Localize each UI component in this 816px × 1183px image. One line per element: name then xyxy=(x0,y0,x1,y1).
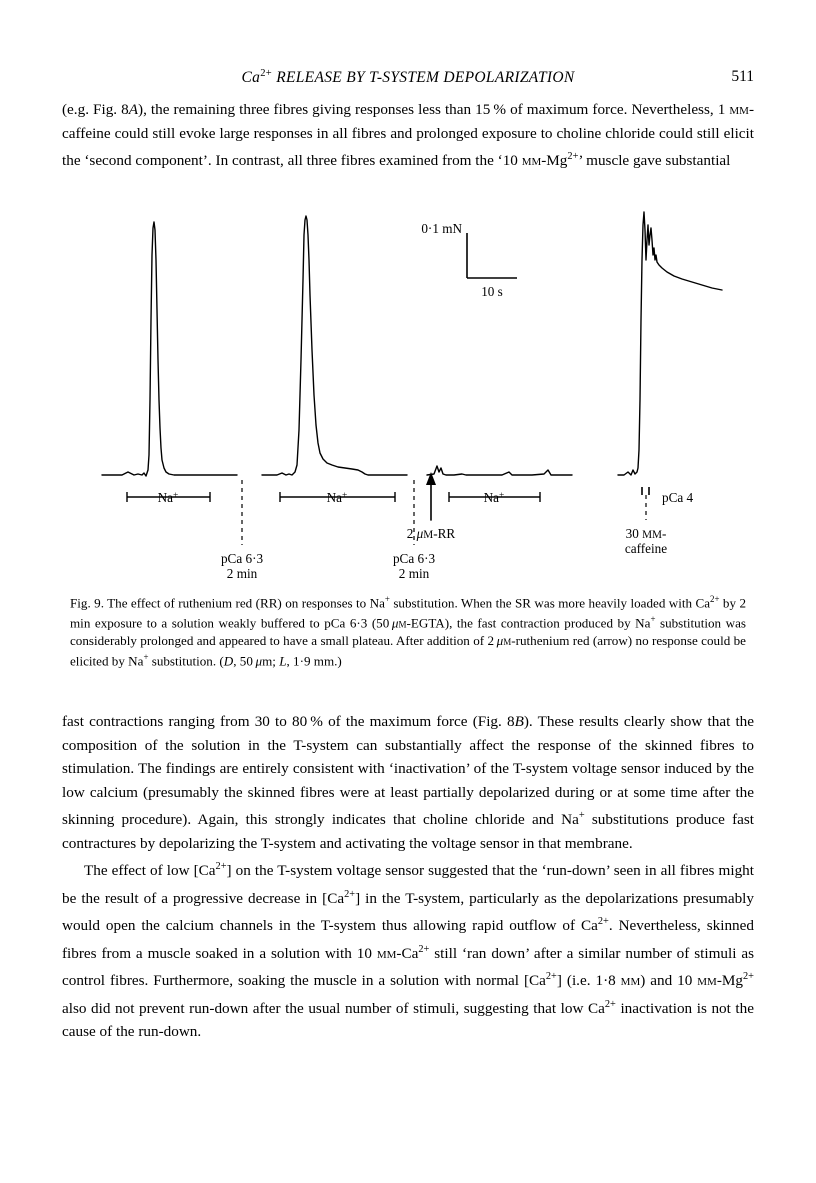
pca-label-1-line2: 2 min xyxy=(226,566,258,581)
pca4-label: pCa 4 xyxy=(662,490,694,505)
trace-4-path xyxy=(618,212,722,475)
caffeine-label-line1: 30 MM- xyxy=(625,526,667,541)
scale-bar xyxy=(467,233,517,278)
pca-label-2-line1: pCa 6·3 xyxy=(392,551,436,566)
bottom-paragraph-1: fast contractions ranging from 30 to 80 % of the maximum force (Fig. 8B). These results clearly show that the composition of the solution in the T-system can substantially affect the response of the skinned fibres to stimulation. The findings are entirely consistent with ‘inactivation’ of the T-system voltage sensor induced by the low calcium (presumably the skinned fibres were at least partially depolarized during or at some time after the skinning procedure). Again, this strongly indicates that choline chloride and Na+ substitutions produce fast contractures by depolarizing the T-system and activating the voltage sensor in that membrane. xyxy=(62,713,755,852)
running-title-text: RELEASE BY T-SYSTEM DEPOLARIZATION xyxy=(276,69,575,87)
figure-9-svg xyxy=(62,200,754,585)
caffeine-label-line2: caffeine xyxy=(624,541,668,556)
figure-9 xyxy=(62,200,754,585)
trace-1-path xyxy=(102,222,237,476)
rr-arrow xyxy=(426,472,436,520)
figure-caption: Fig. 9. The effect of ruthenium red (RR) on responses to Na+ substitution. When the SR was more heavily loaded with $Ca^{2+}$ by 2 min exposure to a solution weakly buffered to pCa 6·3 (50 μm-EGTA), the fast contraction produced by Na+ substitution was considerably prolonged and appeared to have a small plateau. After addition of 2 μm-ruthenium red (arrow) no response could be elicited by Na+ substitution. (D, 50 μm; L, 1·9 mm.) xyxy=(70,594,746,669)
trace-3-path xyxy=(427,466,572,475)
scale-bar-time-label: 10 s xyxy=(481,284,503,299)
top-paragraph: (e.g. Fig. 8A), the remaining three fibres giving responses less than 15 % of maximum force. Nevertheless, 1 mm-caffeine could still evoke large responses in all fibres and prolonged exposure to choline chloride could still elicit the ‘second component’. In contrast, all three fibres examined from the ‘10 $mm-Mg^{2+}$’ muscle gave substantial xyxy=(62,101,754,170)
pca-label-1-line1: pCa 6·3 xyxy=(220,551,264,566)
bottom-paragraphs xyxy=(62,710,754,1044)
rr-arrow-label: 2 μM-RR xyxy=(406,526,456,541)
bottom-paragraph-2: The effect of low $[Ca^{2+}]$ on the T-system voltage sensor suggested that the ‘run-down’ seen in all fibres might be the result of a progressive decrease in $[Ca^{2+}]$ in the T-system, particularly as the depolarizations presumably would open the calcium channels in the T-system thus allowing rapid outflow of $Ca^{2+}$. Nevertheless, skinned fibres from a muscle soaked in a solution with 10 $mm-Ca^{2+}$ still ‘ran down’ after a similar number of stimuli as control fibres. Furthermore, soaking the muscle in a solution with normal $[Ca^{2+}]$ (i.e. 1·8 mm) and 10 $mm-Mg^{2+}$ also did not prevent run-down after the usual number of stimuli, suggesting that low $Ca^{2+}$ inactivation is not the cause of the run-down. xyxy=(62,861,755,1041)
pca-label-2-line2: 2 min xyxy=(398,566,430,581)
na-label-1: Na+ xyxy=(157,490,179,505)
running-title-superscript: 2+ xyxy=(260,68,273,79)
scale-bar-force-label: 0·1 mN xyxy=(421,221,462,236)
running-title xyxy=(62,68,754,87)
trace-2-path xyxy=(262,216,407,475)
page-header xyxy=(62,68,754,87)
na-label-2: Na+ xyxy=(326,490,348,505)
page-number: 511 xyxy=(731,68,754,85)
na-label-3: Na+ xyxy=(483,490,505,505)
running-title-prefix: Ca xyxy=(241,69,261,87)
